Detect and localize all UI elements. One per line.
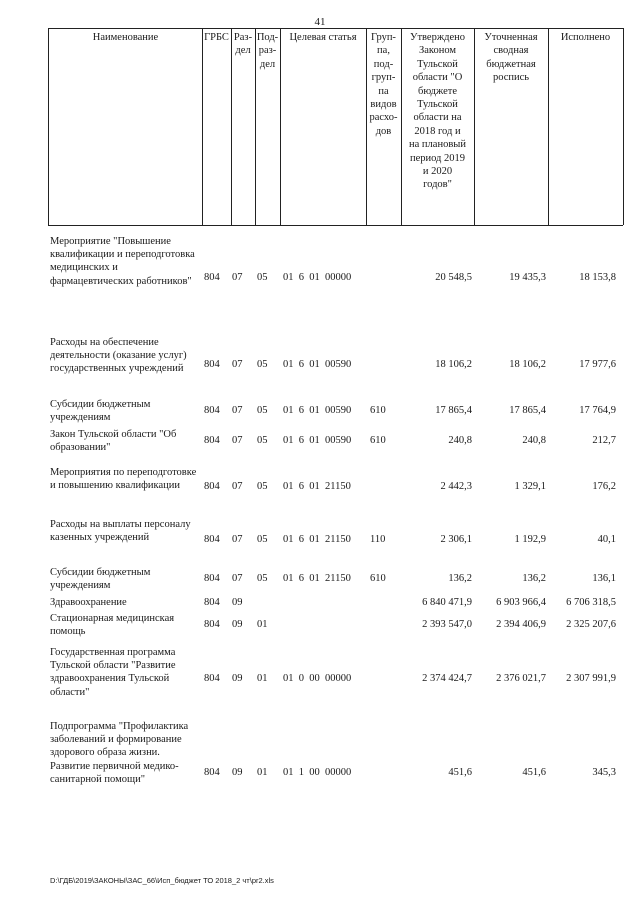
row-utverzhdeno: 136,2 <box>448 573 472 584</box>
row-podrazdel: 01 <box>257 619 268 630</box>
page-number: 41 <box>314 16 326 28</box>
row-name: Государственная программа Тульской области "Развитие здравоохранения Тульской области" <box>50 647 176 698</box>
row-name: Расходы на выплаты персоналу казенных учреждений <box>50 519 191 544</box>
row-ispolneno: 17 977,6 <box>579 359 616 370</box>
row-utochnennaya: 2 394 406,9 <box>496 619 546 630</box>
row-podrazdel: 05 <box>257 534 268 545</box>
row-razdel: 07 <box>232 272 243 283</box>
row-name: Стационарная медицинская помощь <box>50 613 175 638</box>
row-razdel: 07 <box>232 481 243 492</box>
row-razdel: 07 <box>232 573 243 584</box>
row-ispolneno: 212,7 <box>592 435 616 446</box>
row-grbs: 804 <box>204 534 220 545</box>
col-divider <box>623 28 624 225</box>
row-razdel: 07 <box>232 435 243 446</box>
row-razdel: 09 <box>232 619 243 630</box>
row-podrazdel: 05 <box>257 435 268 446</box>
row-celevaya: 01 6 01 00590 <box>283 359 352 370</box>
row-utochnennaya: 17 865,4 <box>509 405 546 416</box>
col-divider <box>202 28 203 225</box>
row-razdel: 07 <box>232 405 243 416</box>
col-divider <box>48 28 49 225</box>
row-utochnennaya: 451,6 <box>522 767 546 778</box>
row-name: Субсидии бюджетным учреждениям <box>50 567 151 592</box>
row-utverzhdeno: 2 306,1 <box>440 534 472 545</box>
row-grbs: 804 <box>204 272 220 283</box>
header-gruppa: Груп- па, под- груп- па видов расхо- дов <box>369 32 398 137</box>
row-grbs: 804 <box>204 619 220 630</box>
header-top-border <box>48 28 623 29</box>
header-razdel: Раз- дел <box>233 32 253 57</box>
row-utverzhdeno: 6 840 471,9 <box>422 597 472 608</box>
row-utochnennaya: 1 192,9 <box>514 534 546 545</box>
col-divider <box>280 28 281 225</box>
row-razdel: 09 <box>232 673 243 684</box>
row-ispolneno: 6 706 318,5 <box>566 597 616 608</box>
row-utochnennaya: 1 329,1 <box>514 481 546 492</box>
row-podrazdel: 05 <box>257 573 268 584</box>
row-podrazdel: 05 <box>257 481 268 492</box>
header-bottom-border <box>48 225 623 226</box>
row-celevaya: 01 0 00 00000 <box>283 673 352 684</box>
row-utverzhdeno: 17 865,4 <box>435 405 472 416</box>
row-utochnennaya: 2 376 021,7 <box>496 673 546 684</box>
header-podrazdel: Под- раз- дел <box>256 32 279 70</box>
row-utverzhdeno: 2 442,3 <box>440 481 472 492</box>
row-name: Мероприятие "Повышение квалификации и переподготовка медицинских и фармацевтических работников" <box>50 236 195 287</box>
row-utochnennaya: 18 106,2 <box>509 359 546 370</box>
header-grbs: ГРБС <box>204 32 229 43</box>
row-utverzhdeno: 451,6 <box>448 767 472 778</box>
row-utochnennaya: 6 903 966,4 <box>496 597 546 608</box>
row-celevaya: 01 6 01 21150 <box>283 534 351 545</box>
row-gruppa: 610 <box>370 405 386 416</box>
row-grbs: 804 <box>204 573 220 584</box>
row-utverzhdeno: 2 374 424,7 <box>422 673 472 684</box>
row-utochnennaya: 19 435,3 <box>509 272 546 283</box>
row-celevaya: 01 1 00 00000 <box>283 767 352 778</box>
row-celevaya: 01 6 01 00590 <box>283 435 352 446</box>
row-name: Подпрограмма "Профилактика заболеваний и формирование здорового образа жизни. Развитие первичной медико-санитарной помощи" <box>50 721 189 785</box>
row-name: Здравоохранение <box>50 597 127 608</box>
row-name: Расходы на обеспечение деятельности (оказание услуг) государственных учреждений <box>50 337 187 375</box>
header-name: Наименование <box>92 32 159 43</box>
row-utochnennaya: 240,8 <box>522 435 546 446</box>
row-name: Субсидии бюджетным учреждениям <box>50 399 151 424</box>
row-ispolneno: 136,1 <box>592 573 616 584</box>
row-utverzhdeno: 240,8 <box>448 435 472 446</box>
row-podrazdel: 05 <box>257 359 268 370</box>
row-grbs: 804 <box>204 597 220 608</box>
row-utverzhdeno: 18 106,2 <box>435 359 472 370</box>
header-utverzhdeno: Утверждено Законом Тульской области "О бюджете Тульской области на 2018 год и на плановый период 2019 и 2020 годов" <box>409 32 466 191</box>
row-ispolneno: 17 764,9 <box>579 405 616 416</box>
row-grbs: 804 <box>204 673 220 684</box>
row-podrazdel: 05 <box>257 405 268 416</box>
header-ispolneno: Исполнено <box>560 32 611 43</box>
row-utverzhdeno: 2 393 547,0 <box>422 619 472 630</box>
row-podrazdel: 01 <box>257 767 268 778</box>
header-utochnennaya: Уточненная сводная бюджетная роспись <box>484 32 538 84</box>
row-ispolneno: 18 153,8 <box>579 272 616 283</box>
row-grbs: 804 <box>204 481 220 492</box>
row-ispolneno: 176,2 <box>592 481 616 492</box>
row-celevaya: 01 6 01 00590 <box>283 405 352 416</box>
row-gruppa: 610 <box>370 435 386 446</box>
row-grbs: 804 <box>204 359 220 370</box>
row-podrazdel: 01 <box>257 673 268 684</box>
row-grbs: 804 <box>204 435 220 446</box>
row-grbs: 804 <box>204 405 220 416</box>
row-razdel: 09 <box>232 597 243 608</box>
row-podrazdel: 05 <box>257 272 268 283</box>
header-celevaya: Целевая статья <box>289 32 357 43</box>
row-name: Закон Тульской области "Об образовании" <box>50 429 177 454</box>
row-utverzhdeno: 20 548,5 <box>435 272 472 283</box>
row-ispolneno: 345,3 <box>592 767 616 778</box>
row-razdel: 09 <box>232 767 243 778</box>
row-razdel: 07 <box>232 534 243 545</box>
row-name: Мероприятия по переподготовке и повышению квалификации <box>50 467 197 492</box>
col-divider <box>548 28 549 225</box>
row-razdel: 07 <box>232 359 243 370</box>
row-ispolneno: 40,1 <box>597 534 616 545</box>
row-grbs: 804 <box>204 767 220 778</box>
row-celevaya: 01 6 01 21150 <box>283 481 351 492</box>
row-gruppa: 610 <box>370 573 386 584</box>
row-utochnennaya: 136,2 <box>522 573 546 584</box>
file-path-footer: D:\ГДБ\2019\ЗАКОНЫ\ЗАС_66\Исп_бюджет ТО 2018_2 чт\pr2.xls <box>50 876 274 885</box>
row-gruppa: 110 <box>370 534 386 545</box>
row-ispolneno: 2 325 207,6 <box>566 619 616 630</box>
row-ispolneno: 2 307 991,9 <box>566 673 616 684</box>
row-celevaya: 01 6 01 21150 <box>283 573 351 584</box>
row-celevaya: 01 6 01 00000 <box>283 272 352 283</box>
